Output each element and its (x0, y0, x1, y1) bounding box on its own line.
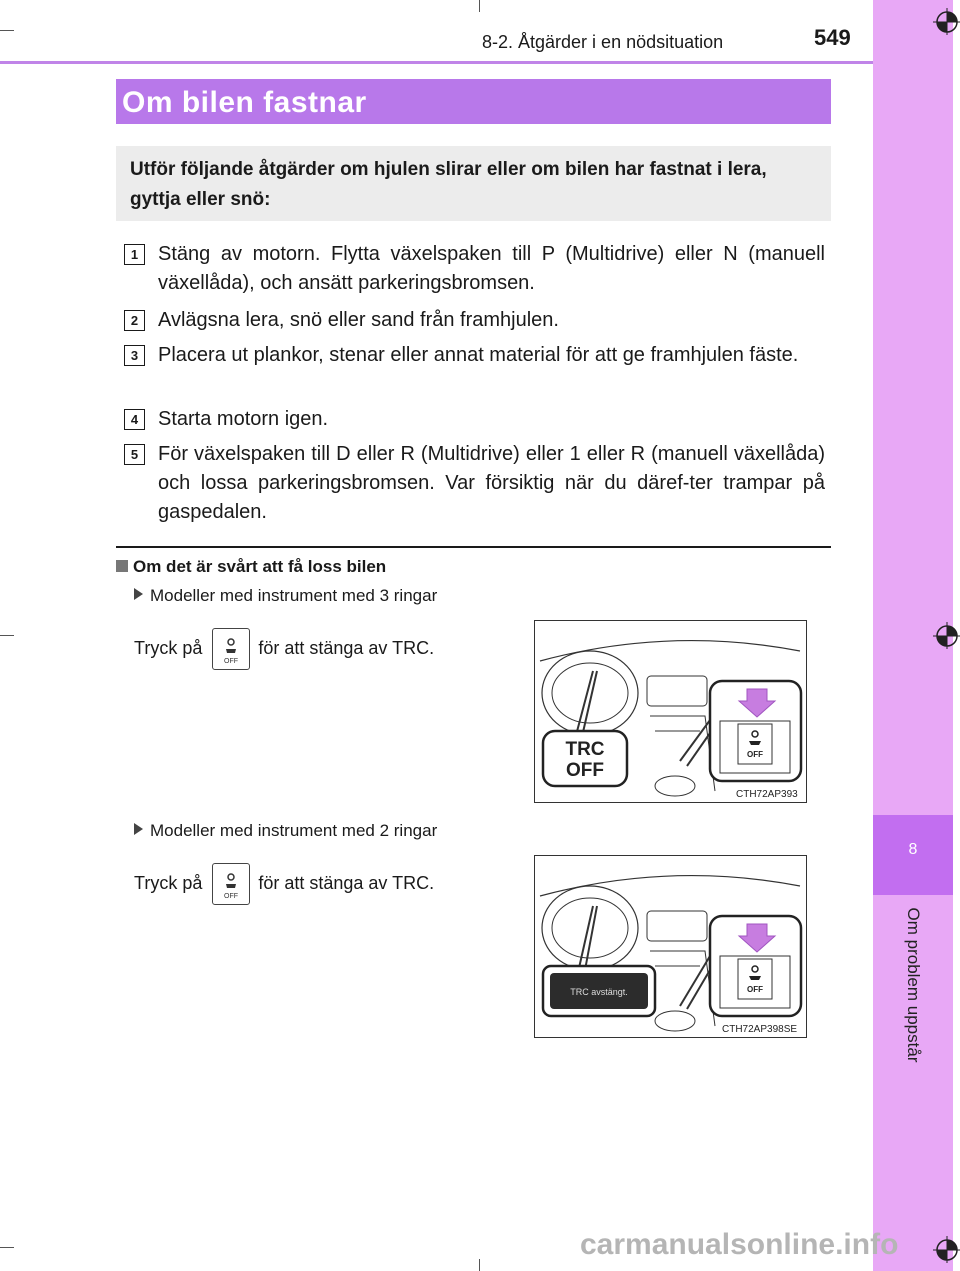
button-label: OFF (747, 985, 763, 994)
dashboard-illustration-1 (534, 620, 807, 803)
intro-box (116, 146, 831, 221)
chapter-tab (873, 815, 953, 895)
page-number: 549 (814, 25, 851, 50)
intro-text: Utför följande åtgärder om hjulen slirar eller om bilen har fastnat i lera, gyttja eller snö: (130, 159, 767, 210)
step-number: 5 (124, 444, 145, 465)
button-label: OFF (747, 750, 763, 759)
step-text: För växelspaken till D eller R (Multidrive) eller 1 eller R (manuell växellåda) och lossa parkeringsbromsen. Var försiktig när du däref-ter trampar på gaspedalen. (158, 443, 825, 523)
step-number: 2 (124, 310, 145, 331)
dashboard-drawing (535, 856, 806, 1037)
step-number: 4 (124, 409, 145, 430)
crop-mark-top-left (0, 30, 14, 31)
step-text: Placera ut plankor, stenar eller annat material för att ge framhjulen fäste. (158, 344, 799, 366)
svg-text:OFF: OFF (224, 658, 239, 665)
dashboard-drawing (535, 621, 806, 802)
crop-mark-top-center (479, 0, 480, 12)
subsection-title: Om det är svårt att få loss bilen (116, 557, 386, 577)
triangle-bullet-icon (134, 588, 143, 600)
registration-mark-icon (933, 8, 960, 35)
svg-text:OFF: OFF (224, 893, 239, 900)
subsection-rule (116, 546, 831, 548)
header-rule (0, 61, 873, 64)
model-label: Modeller med instrument med 3 ringar (134, 586, 437, 606)
display-text: TRC (565, 739, 605, 760)
dashboard-illustration-2 (534, 855, 807, 1038)
figure-code: CTH72AP393 (736, 789, 798, 800)
step-number: 1 (124, 244, 145, 265)
chapter-label: Om problem uppstår (904, 907, 923, 1063)
page-title-bar (116, 79, 831, 124)
crop-mark-bottom-left (0, 1247, 14, 1248)
trc-off-button-icon (212, 863, 250, 905)
chapter-number: 8 (908, 841, 918, 858)
press-instruction: Tryck på OFF för att stänga av TRC. (134, 863, 434, 905)
registration-mark-icon (933, 622, 960, 649)
display-text: OFF (566, 760, 604, 781)
model-label: Modeller med instrument med 2 ringar (134, 821, 437, 841)
section-heading: 8-2. Åtgärder i en nödsituation (482, 32, 724, 52)
step-text: Starta motorn igen. (158, 408, 329, 430)
triangle-bullet-icon (134, 823, 143, 835)
step-text: Avlägsna lera, snö eller sand från framhjulen. (158, 309, 559, 331)
display-text: TRC avstängt. (570, 987, 628, 997)
step-text: Stäng av motorn. Flytta växelspaken till P (Multidrive) eller N (manuell växellåda), och ansätt parkeringsbromsen. (158, 243, 825, 294)
crop-mark-bottom-center (479, 1259, 480, 1271)
registration-mark-icon (933, 1236, 960, 1263)
figure-code: CTH72AP398SE (722, 1024, 798, 1035)
watermark: carmanualsonline.info (580, 1228, 899, 1261)
crop-mark-left-mid (0, 635, 14, 636)
trc-off-button-icon (212, 628, 250, 670)
press-instruction: Tryck på OFF för att stänga av TRC. (134, 628, 434, 670)
page-title: Om bilen fastnar (122, 86, 367, 119)
step-number: 3 (124, 345, 145, 366)
square-bullet-icon (116, 560, 128, 572)
